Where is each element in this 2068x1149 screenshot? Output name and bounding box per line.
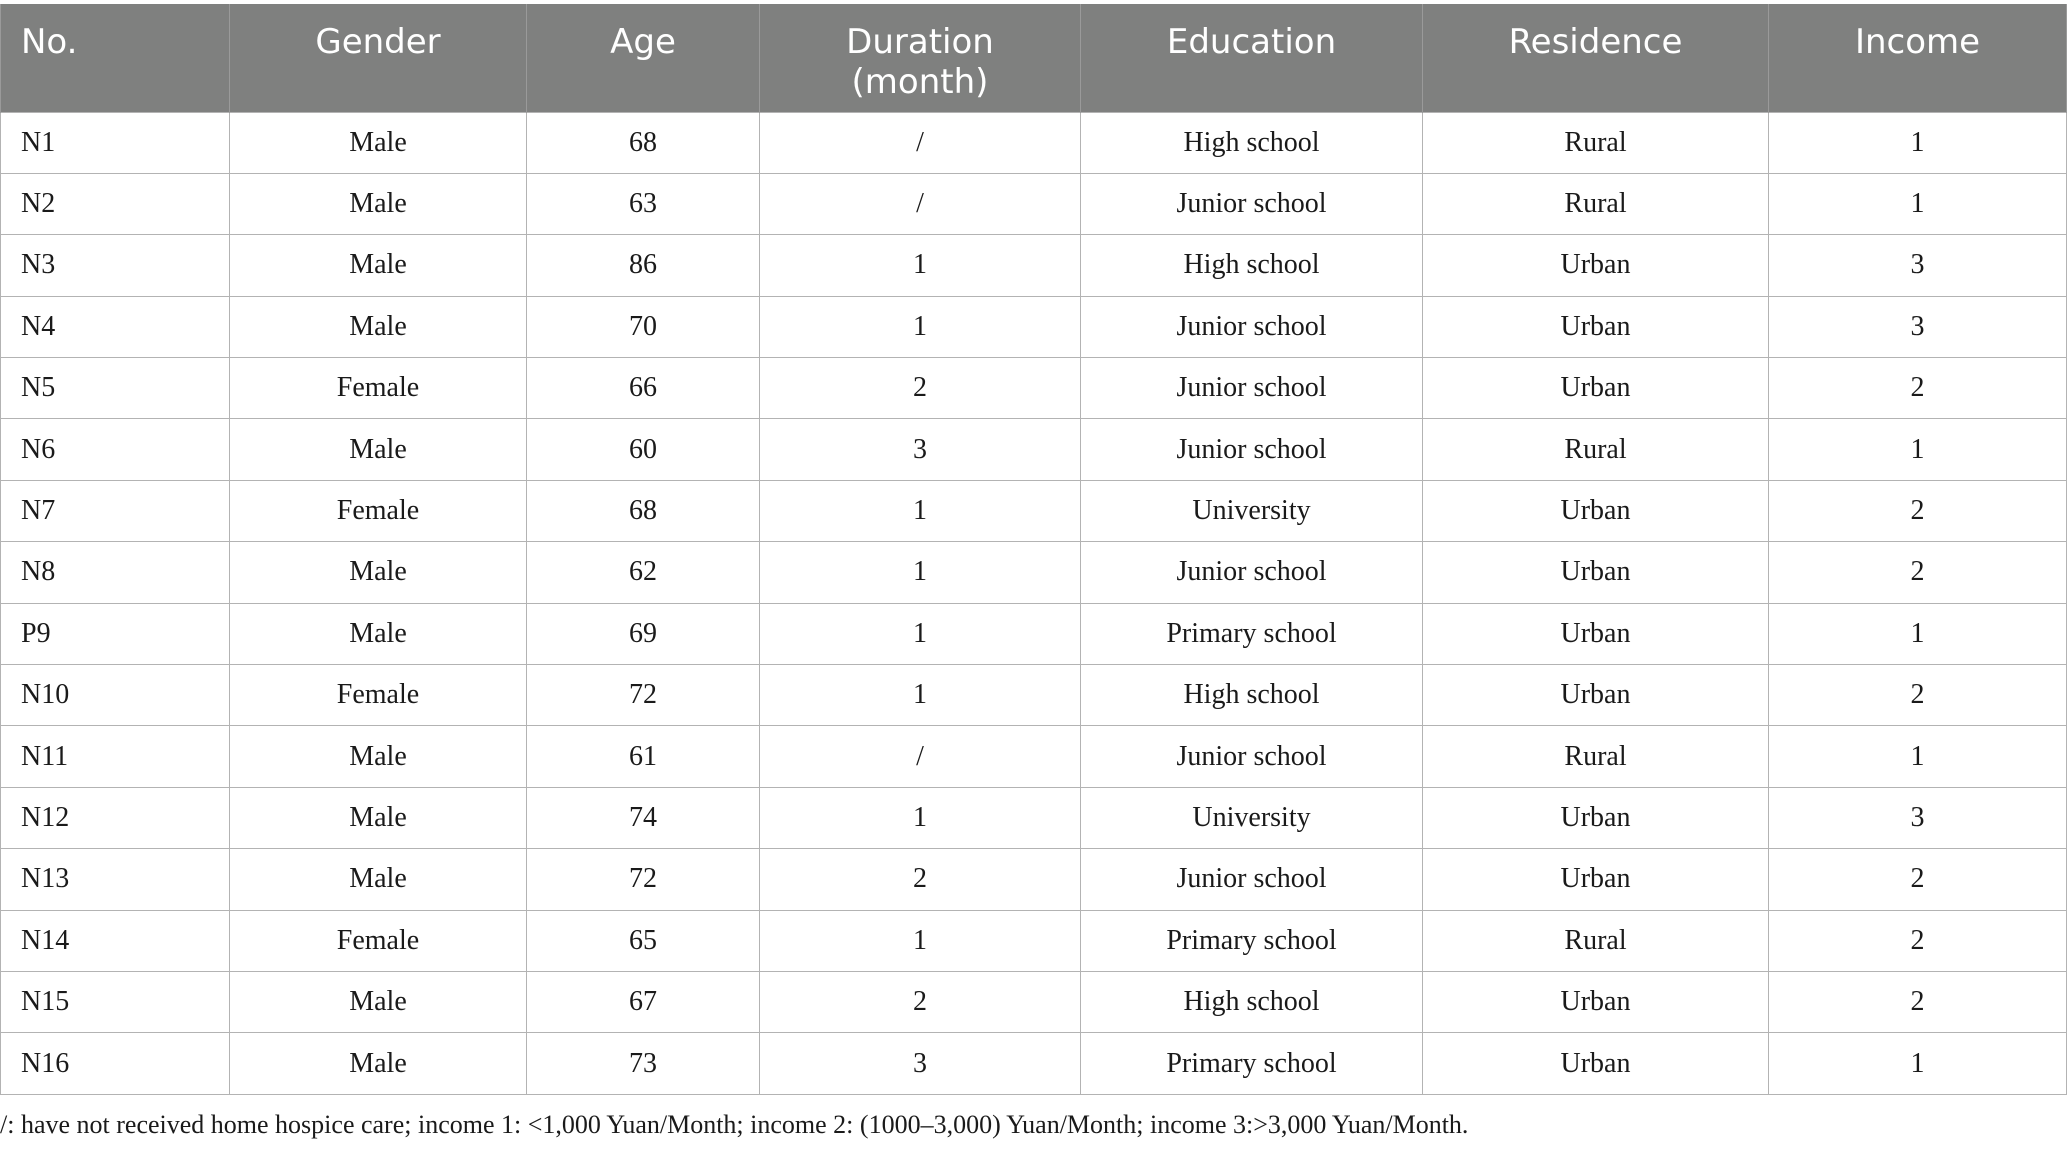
cell-duration: / [760,112,1081,173]
cell-residence: Urban [1423,971,1769,1032]
cell-education: Junior school [1081,173,1423,234]
cell-duration: 1 [760,787,1081,848]
cell-income: 3 [1769,787,2067,848]
table-row [1,603,2067,664]
header-residence: Residence [1423,4,1769,112]
cell-age: 70 [527,296,760,357]
table-row [1,787,2067,848]
cell-residence: Urban [1423,603,1769,664]
cell-education: Junior school [1081,419,1423,480]
cell-residence: Urban [1423,849,1769,910]
cell-duration: 1 [760,296,1081,357]
cell-education: Junior school [1081,296,1423,357]
cell-gender: Male [230,787,527,848]
cell-gender: Female [230,358,527,419]
cell-duration: 1 [760,542,1081,603]
cell-income: 2 [1769,480,2067,541]
cell-gender: Male [230,235,527,296]
cell-age: 68 [527,112,760,173]
cell-age: 68 [527,480,760,541]
cell-residence: Urban [1423,235,1769,296]
cell-age: 67 [527,971,760,1032]
cell-duration: 3 [760,419,1081,480]
cell-no: N3 [1,235,230,296]
cell-residence: Rural [1423,910,1769,971]
cell-residence: Urban [1423,542,1769,603]
cell-no: N5 [1,358,230,419]
cell-residence: Urban [1423,665,1769,726]
table-row [1,910,2067,971]
cell-income: 1 [1769,603,2067,664]
cell-income: 2 [1769,910,2067,971]
cell-residence: Urban [1423,1033,1769,1094]
table-row [1,971,2067,1032]
cell-no: N11 [1,726,230,787]
cell-income: 1 [1769,419,2067,480]
cell-duration: 1 [760,910,1081,971]
cell-income: 2 [1769,971,2067,1032]
table-row [1,235,2067,296]
cell-age: 60 [527,419,760,480]
cell-age: 63 [527,173,760,234]
cell-age: 65 [527,910,760,971]
cell-no: N1 [1,112,230,173]
cell-age: 61 [527,726,760,787]
table-row [1,480,2067,541]
cell-gender: Male [230,1033,527,1094]
table-row [1,665,2067,726]
cell-gender: Female [230,665,527,726]
table-row [1,112,2067,173]
cell-education: High school [1081,971,1423,1032]
cell-education: University [1081,480,1423,541]
cell-age: 66 [527,358,760,419]
cell-no: N15 [1,971,230,1032]
cell-duration: / [760,173,1081,234]
cell-no: N4 [1,296,230,357]
cell-age: 72 [527,849,760,910]
cell-education: Junior school [1081,542,1423,603]
cell-income: 3 [1769,296,2067,357]
cell-gender: Male [230,971,527,1032]
cell-gender: Male [230,542,527,603]
cell-age: 69 [527,603,760,664]
cell-gender: Female [230,480,527,541]
cell-residence: Rural [1423,112,1769,173]
header-gender: Gender [230,4,527,112]
table-row [1,849,2067,910]
cell-income: 1 [1769,1033,2067,1094]
cell-income: 2 [1769,665,2067,726]
cell-duration: 2 [760,971,1081,1032]
header-no: No. [1,4,230,112]
cell-residence: Urban [1423,480,1769,541]
participants-table-container [0,4,2066,1095]
cell-no: N16 [1,1033,230,1094]
cell-education: High school [1081,235,1423,296]
cell-gender: Male [230,419,527,480]
table-row [1,542,2067,603]
cell-duration: 2 [760,358,1081,419]
cell-residence: Urban [1423,358,1769,419]
cell-duration: / [760,726,1081,787]
cell-income: 2 [1769,358,2067,419]
cell-education: Junior school [1081,849,1423,910]
cell-residence: Rural [1423,173,1769,234]
table-footnote: /: have not received home hospice care; income 1: <1,000 Yuan/Month; income 2: (1000–3,000) Yuan/Month; income 3:>3,000 Yuan/Month. [0,1110,1469,1139]
cell-income: 1 [1769,726,2067,787]
header-duration: Duration (month) [760,4,1081,112]
table-row [1,726,2067,787]
cell-education: Junior school [1081,358,1423,419]
cell-gender: Male [230,603,527,664]
cell-no: N2 [1,173,230,234]
table-row [1,1033,2067,1094]
cell-income: 2 [1769,849,2067,910]
cell-education: Junior school [1081,726,1423,787]
cell-residence: Urban [1423,787,1769,848]
cell-no: N12 [1,787,230,848]
cell-no: P9 [1,603,230,664]
cell-residence: Rural [1423,419,1769,480]
cell-income: 2 [1769,542,2067,603]
cell-education: High school [1081,665,1423,726]
cell-duration: 1 [760,665,1081,726]
header-education: Education [1081,4,1423,112]
cell-gender: Male [230,726,527,787]
cell-duration: 2 [760,849,1081,910]
cell-gender: Male [230,849,527,910]
cell-education: Primary school [1081,1033,1423,1094]
cell-residence: Urban [1423,296,1769,357]
cell-no: N7 [1,480,230,541]
cell-residence: Rural [1423,726,1769,787]
header-income: Income [1769,4,2067,112]
cell-no: N8 [1,542,230,603]
cell-education: University [1081,787,1423,848]
cell-age: 73 [527,1033,760,1094]
cell-no: N13 [1,849,230,910]
cell-no: N10 [1,665,230,726]
cell-education: Primary school [1081,910,1423,971]
cell-gender: Female [230,910,527,971]
cell-income: 1 [1769,112,2067,173]
cell-age: 86 [527,235,760,296]
header-age: Age [527,4,760,112]
table-body [1,112,2067,1094]
cell-gender: Male [230,296,527,357]
table-row [1,296,2067,357]
cell-duration: 1 [760,235,1081,296]
table-row [1,419,2067,480]
cell-duration: 1 [760,480,1081,541]
cell-education: Primary school [1081,603,1423,664]
cell-age: 74 [527,787,760,848]
cell-no: N14 [1,910,230,971]
cell-income: 3 [1769,235,2067,296]
cell-no: N6 [1,419,230,480]
participants-table [0,4,2067,1095]
cell-duration: 3 [760,1033,1081,1094]
cell-education: High school [1081,112,1423,173]
cell-income: 1 [1769,173,2067,234]
cell-gender: Male [230,173,527,234]
cell-age: 62 [527,542,760,603]
cell-age: 72 [527,665,760,726]
table-row [1,358,2067,419]
cell-duration: 1 [760,603,1081,664]
cell-gender: Male [230,112,527,173]
table-header-row [1,4,2067,112]
table-row [1,173,2067,234]
